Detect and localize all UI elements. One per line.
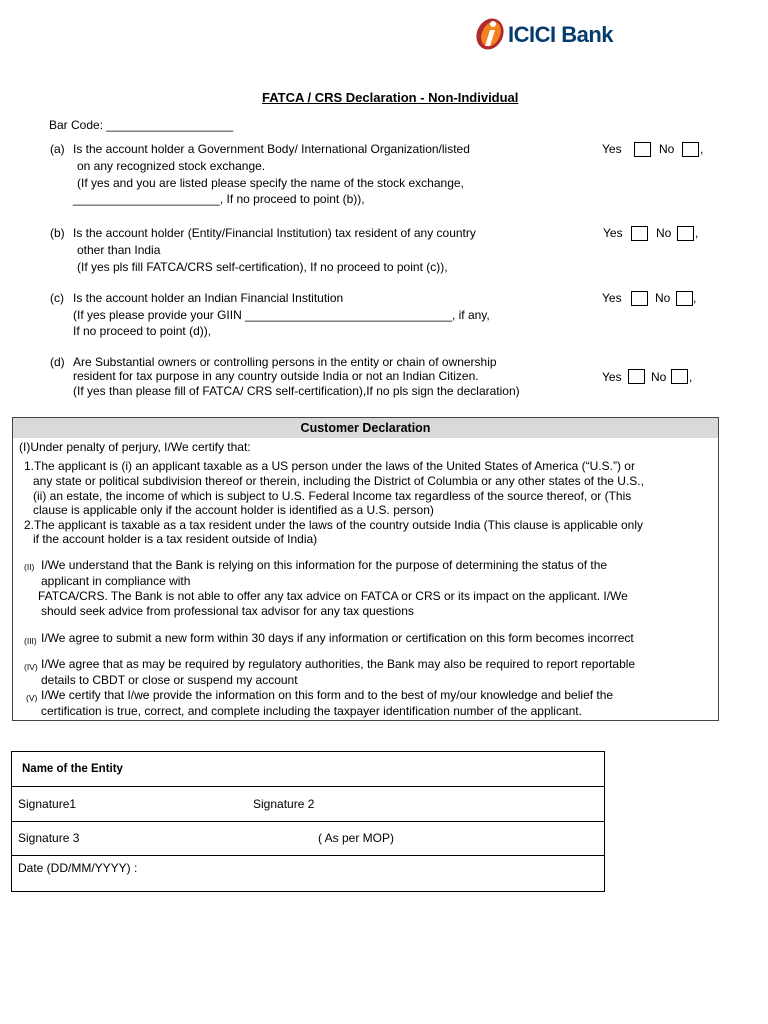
signature-row-1[interactable] bbox=[12, 787, 604, 822]
question-a-yes-label: Yes bbox=[602, 142, 622, 156]
declaration-iii-text: I/We agree to submit a new form within 30 days if any information or certification on this form becomes incorrect bbox=[41, 631, 634, 645]
icici-bank-logo bbox=[474, 16, 654, 54]
question-a-line4: ______________________, If no proceed to point (b)), bbox=[73, 192, 365, 206]
question-d-line3: (If yes than please fill of FATCA/ CRS self-certification),If no pls sign the declaration) bbox=[73, 384, 520, 398]
declaration-item1-line2: any state or political subdivision thereof or therein, including the District of Columbia or any other states of the U.S., bbox=[33, 474, 644, 488]
question-c-line2: (If yes please provide your GIIN _______________________________, if any, bbox=[73, 308, 490, 322]
question-d-no-label: No bbox=[651, 370, 667, 384]
declaration-v-line2: certification is true, correct, and complete including the taxpayer identification number of the applicant. bbox=[41, 704, 582, 718]
declaration-ii-number: (II) bbox=[24, 562, 35, 572]
question-c-no-label: No bbox=[655, 291, 671, 305]
declaration-iv-line1: I/We agree that as may be required by regulatory authorities, the Bank may also be required to report reportable bbox=[41, 657, 636, 671]
declaration-item2-line2: if the account holder is a tax resident outside of India) bbox=[33, 532, 318, 546]
page-title: FATCA / CRS Declaration - Non-Individual bbox=[262, 90, 519, 105]
question-b-yes-label: Yes bbox=[603, 226, 623, 240]
question-c-line1: Is the account holder an Indian Financial Institution bbox=[73, 291, 344, 305]
date-row[interactable] bbox=[12, 856, 604, 892]
question-c-suffix: , bbox=[693, 291, 697, 305]
declaration-ii-line1: I/We understand that the Bank is relying on this information for the purpose of determining the status of the bbox=[41, 558, 608, 572]
declaration-iv-line2: details to CBDT or close or suspend my account bbox=[41, 673, 298, 687]
question-c-no-checkbox[interactable] bbox=[676, 291, 693, 306]
question-c-line3: If no proceed to point (d)), bbox=[73, 324, 212, 338]
question-a-line2: on any recognized stock exchange. bbox=[77, 159, 266, 173]
question-b-label: (b) bbox=[50, 226, 65, 240]
question-d-yes-label: Yes bbox=[602, 370, 622, 384]
declaration-ii-line3: FATCA/CRS. The Bank is not able to offer any tax advice on FATCA or CRS or its impact on the applicant. I/We bbox=[38, 589, 628, 603]
date-label: Date (DD/MM/YYYY) : bbox=[18, 861, 138, 875]
question-d-line2: resident for tax purpose in any country outside India or not an Indian Citizen. bbox=[73, 369, 479, 383]
declaration-item1-line4: clause is applicable only if the account holder is identified as a U.S. person) bbox=[33, 503, 434, 517]
signature1-label: Signature1 bbox=[18, 797, 77, 811]
declaration-ii-line4: should seek advice from professional tax advisor for any tax questions bbox=[41, 604, 414, 618]
question-a-suffix: , bbox=[700, 142, 704, 156]
question-c-label: (c) bbox=[50, 291, 64, 305]
question-a-line1: Is the account holder a Government Body/ International Organization/listed bbox=[73, 142, 470, 156]
as-per-mop-label: ( As per MOP) bbox=[318, 831, 395, 845]
question-b-no-checkbox[interactable] bbox=[677, 226, 694, 241]
entity-name-row[interactable] bbox=[12, 752, 604, 787]
declaration-heading: Customer Declaration bbox=[13, 418, 718, 438]
question-b-yes-checkbox[interactable] bbox=[631, 226, 648, 241]
signature-row-2[interactable] bbox=[12, 822, 604, 856]
question-c-yes-label: Yes bbox=[602, 291, 622, 305]
question-b-line1: Is the account holder (Entity/Financial Institution) tax resident of any country bbox=[73, 226, 476, 240]
logo-text: ICICI Bank bbox=[508, 22, 614, 47]
icici-logo-icon bbox=[474, 16, 506, 52]
question-d-label: (d) bbox=[50, 355, 65, 369]
question-c-yes-checkbox[interactable] bbox=[631, 291, 648, 306]
customer-declaration bbox=[12, 417, 719, 721]
entity-signature-table bbox=[11, 751, 605, 892]
question-d-yes-checkbox[interactable] bbox=[628, 369, 645, 384]
declaration-ii-line2: applicant in compliance with bbox=[41, 574, 191, 588]
declaration-iii-number: (III) bbox=[24, 636, 37, 646]
declaration-v-number: (V) bbox=[26, 693, 38, 703]
question-a-no-checkbox[interactable] bbox=[682, 142, 699, 157]
barcode-field: Bar Code: ___________________ bbox=[49, 118, 234, 132]
signature3-label: Signature 3 bbox=[18, 831, 80, 845]
declaration-item1-line3: (ii) an estate, the income of which is subject to U.S. Federal Income tax regardless of the source thereof, or (This bbox=[33, 489, 632, 503]
declaration-iv-number: (IV) bbox=[24, 662, 38, 672]
question-a-yes-checkbox[interactable] bbox=[634, 142, 651, 157]
question-a-line3: (If yes and you are listed please specify the name of the stock exchange, bbox=[77, 176, 464, 190]
question-b-line3: (If yes pls fill FATCA/CRS self-certification), If no proceed to point (c)), bbox=[77, 260, 448, 274]
entity-name-label: Name of the Entity bbox=[22, 763, 123, 775]
question-b-line2: other than India bbox=[77, 243, 161, 257]
declaration-item1-line1: 1.The applicant is (i) an applicant taxable as a US person under the laws of the United States of America (“U.S.”) or bbox=[24, 459, 635, 473]
question-a-label: (a) bbox=[50, 142, 65, 156]
question-d-line1: Are Substantial owners or controlling persons in the entity or chain of ownership bbox=[73, 355, 497, 369]
question-b-suffix: , bbox=[695, 226, 699, 240]
question-d-suffix: , bbox=[689, 370, 693, 384]
declaration-intro: (I)Under penalty of perjury, I/We certify that: bbox=[19, 440, 251, 454]
question-b-no-label: No bbox=[656, 226, 672, 240]
question-a-no-label: No bbox=[659, 142, 675, 156]
question-d-no-checkbox[interactable] bbox=[671, 369, 688, 384]
signature2-label: Signature 2 bbox=[253, 797, 315, 811]
declaration-v-line1: I/We certify that I/we provide the information on this form and to the best of my/our knowledge and belief the bbox=[41, 688, 614, 702]
declaration-item2-line1: 2.The applicant is taxable as a tax resident under the laws of the country outside India (This clause is applicable only bbox=[24, 518, 644, 532]
